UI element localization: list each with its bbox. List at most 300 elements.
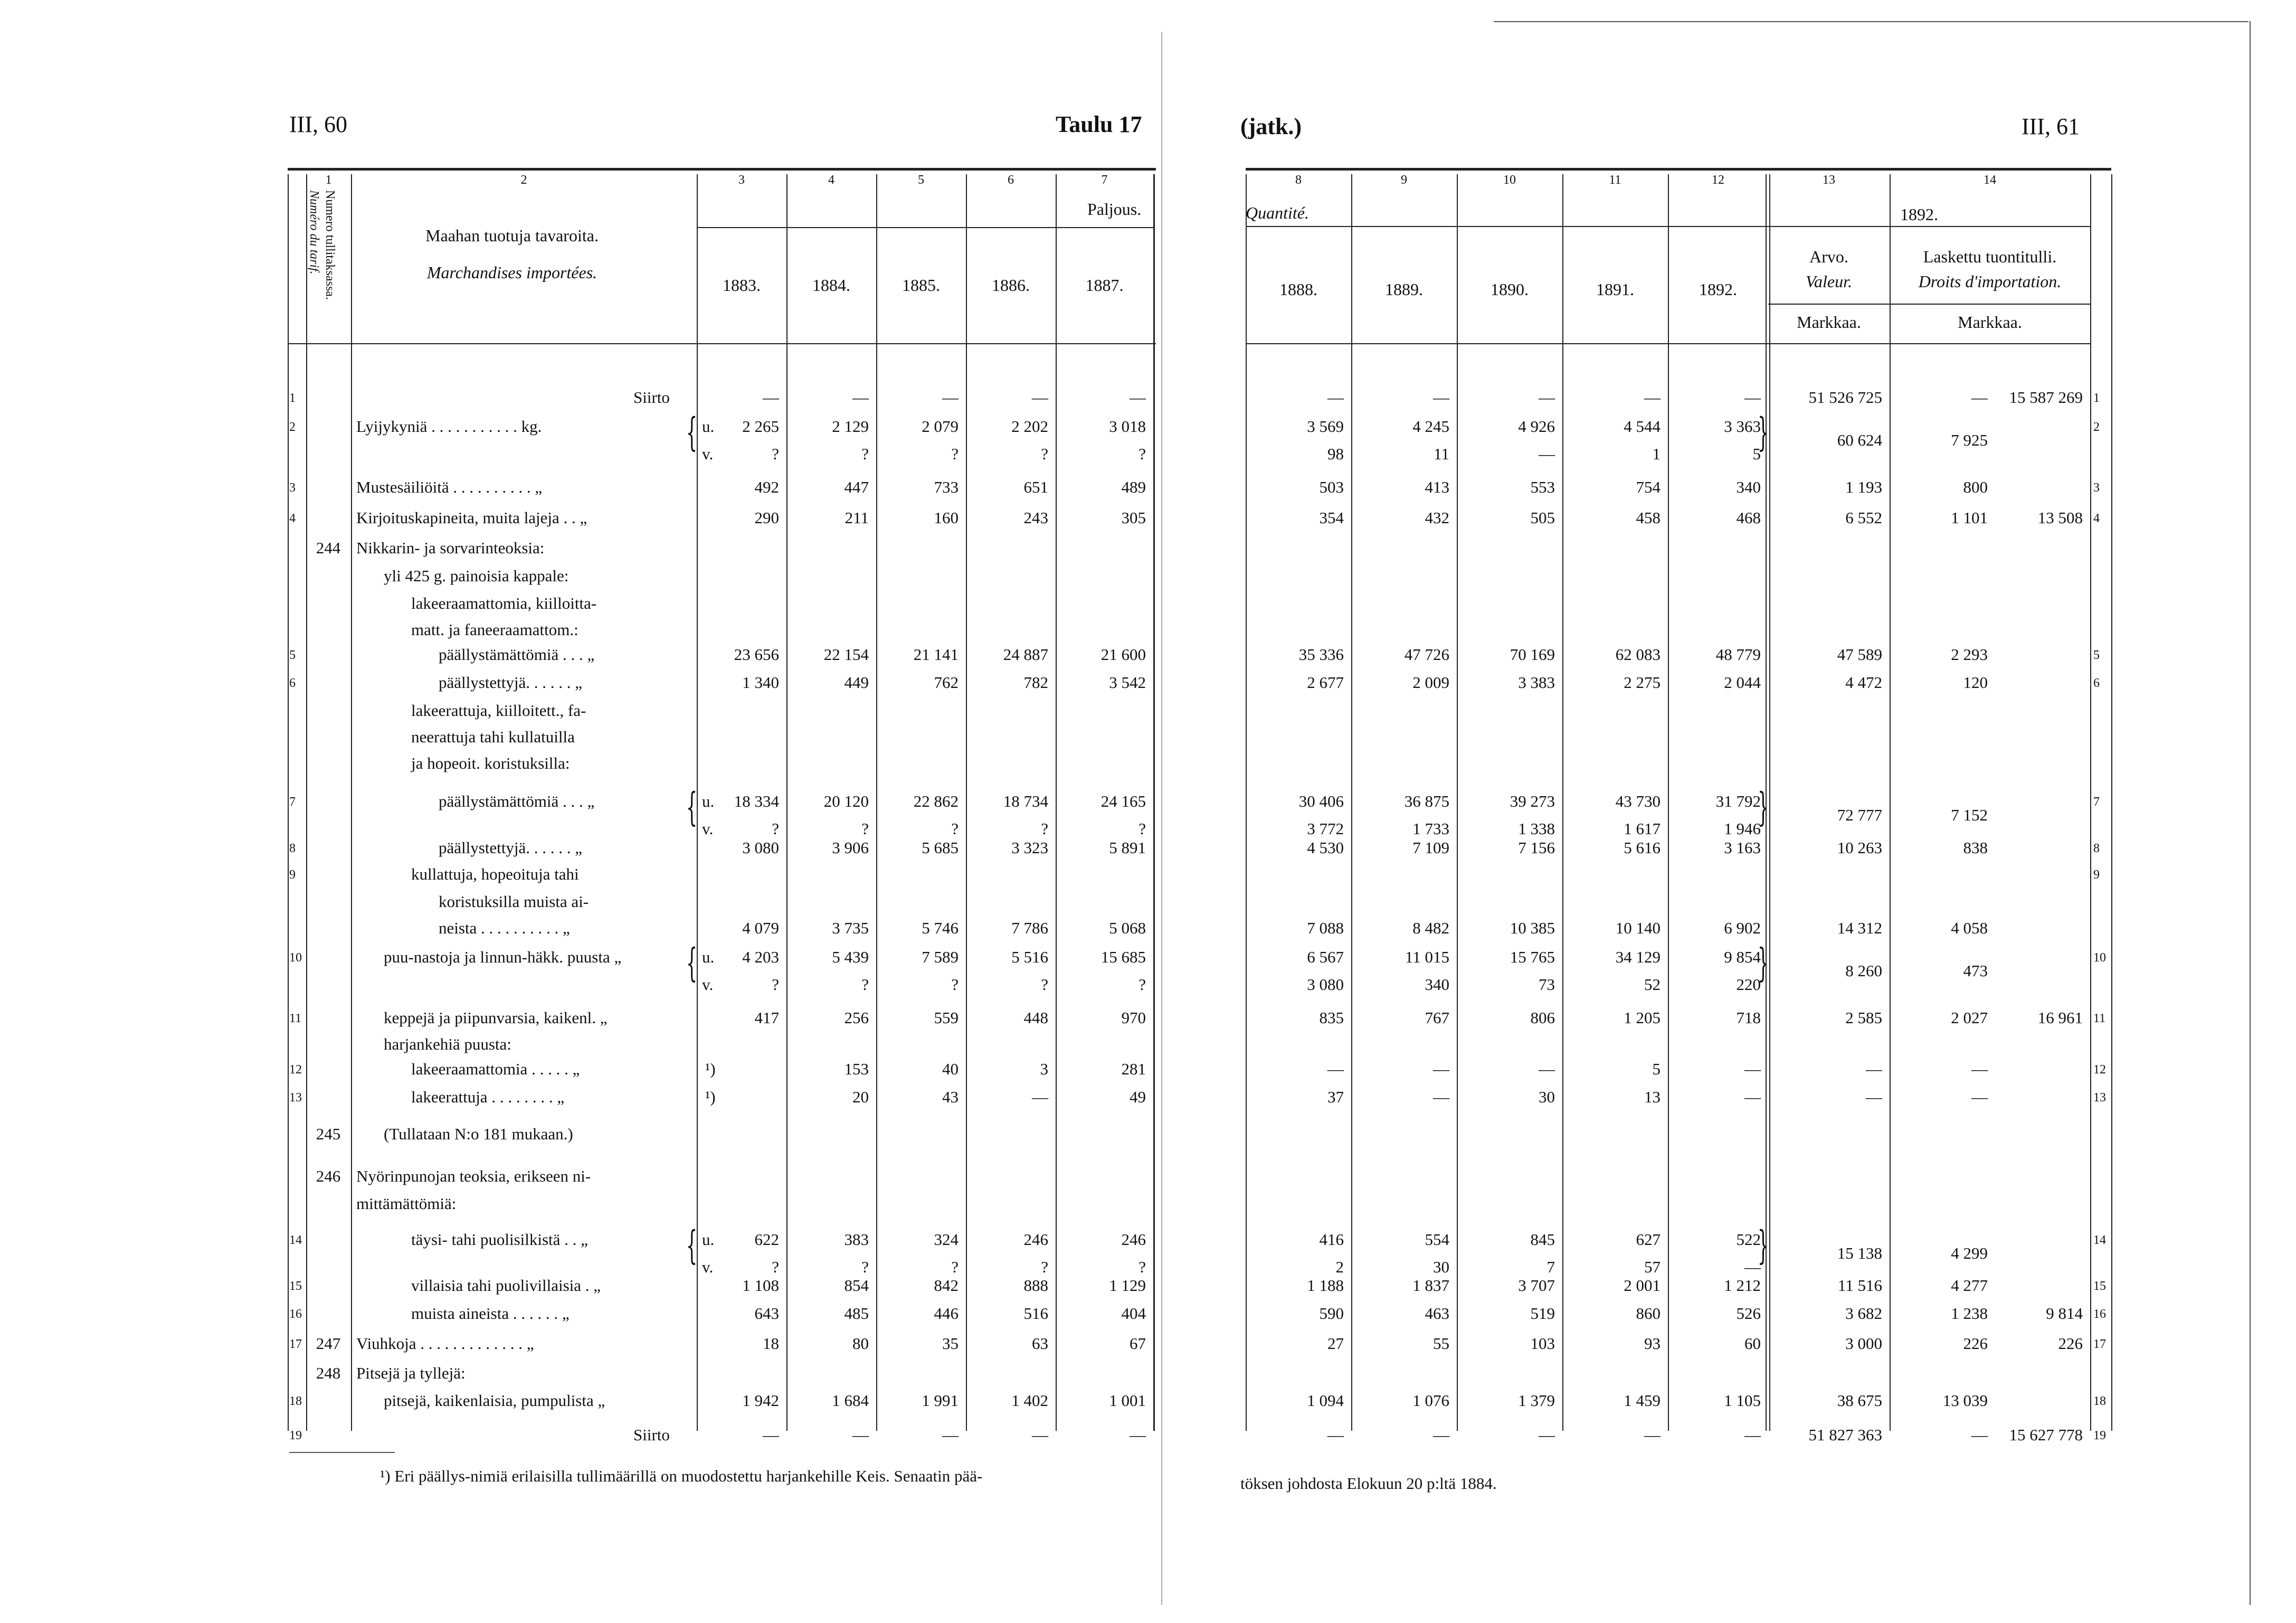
row-number-right: 15 bbox=[2093, 1279, 2106, 1293]
quantity-cell: — bbox=[942, 388, 959, 407]
quantity-cell: 43 bbox=[942, 1088, 959, 1106]
quantity-cell: 8 482 bbox=[1412, 919, 1449, 937]
duty-total-cell: 226 bbox=[2058, 1334, 2083, 1353]
column-rule bbox=[1890, 174, 1891, 1431]
quantity-cell: ? bbox=[951, 445, 959, 463]
quantity-cell: 888 bbox=[1023, 1276, 1048, 1295]
row-number-right: 5 bbox=[2093, 648, 2100, 662]
quantity-cell: 24 165 bbox=[1100, 792, 1146, 810]
quantity-cell: — bbox=[1539, 1426, 1555, 1444]
quantity-cell: 3 383 bbox=[1518, 673, 1555, 692]
quantity-cell: 485 bbox=[844, 1304, 869, 1323]
tariff-number: 244 bbox=[316, 539, 341, 557]
year-header: 1890. bbox=[1491, 280, 1529, 299]
row-number: 15 bbox=[289, 1279, 302, 1293]
item-label: pitsejä, kaikenlaisia, pumpulista „ bbox=[384, 1391, 605, 1410]
item-label: Siirto bbox=[633, 388, 670, 407]
quantity-cell: 860 bbox=[1636, 1304, 1661, 1323]
column-number: 6 bbox=[1008, 173, 1014, 187]
quantity-cell: 80 bbox=[852, 1334, 869, 1353]
value-cell: 3 000 bbox=[1845, 1334, 1882, 1353]
column-number: 5 bbox=[918, 173, 924, 187]
quantity-cell: 39 273 bbox=[1510, 792, 1555, 810]
column-number: 12 bbox=[1712, 173, 1724, 187]
table-rule bbox=[1768, 226, 2090, 227]
duty-total-cell: 13 508 bbox=[2037, 508, 2083, 527]
quantity-cell: 34 129 bbox=[1615, 948, 1661, 966]
quantity-cell: 37 bbox=[1327, 1088, 1344, 1106]
quantity-cell: — bbox=[1539, 388, 1555, 407]
row-number-right: 6 bbox=[2093, 676, 2100, 690]
quantity-cell: 70 169 bbox=[1510, 645, 1555, 664]
year-header: 1888. bbox=[1279, 280, 1317, 299]
quantity-cell: 5 bbox=[1752, 445, 1761, 463]
item-label: Lyijykyniä . . . . . . . . . . . kg. bbox=[356, 417, 542, 436]
footnote-marker: ¹) bbox=[705, 1060, 716, 1078]
quantity-cell: 1 379 bbox=[1518, 1391, 1555, 1410]
quantity-cell: — bbox=[1744, 1258, 1761, 1276]
table-rule bbox=[288, 168, 1156, 171]
quantity-cell: ? bbox=[951, 1258, 959, 1276]
quantity-cell: 489 bbox=[1121, 478, 1146, 496]
duty-cell: — bbox=[1971, 1088, 1988, 1106]
quantity-cell: 246 bbox=[1023, 1230, 1048, 1249]
quantity-cell: 842 bbox=[934, 1276, 959, 1295]
quantity-cell: 3 772 bbox=[1307, 819, 1344, 838]
quantity-cell: 22 862 bbox=[913, 792, 959, 810]
value-cell: 4 472 bbox=[1845, 673, 1882, 692]
quantity-cell: 1 942 bbox=[742, 1391, 779, 1410]
item-label: lakeeraamattomia, kiilloitta- bbox=[411, 594, 597, 612]
footnote-marker: ¹) bbox=[705, 1088, 716, 1106]
quantity-cell: — bbox=[1744, 1088, 1761, 1106]
quantity-cell: 413 bbox=[1425, 478, 1449, 496]
item-label: Nikkarin- ja sorvarinteoksia: bbox=[356, 539, 545, 557]
row-number-right: 17 bbox=[2093, 1337, 2106, 1351]
year-header: 1891. bbox=[1596, 280, 1634, 299]
column-number: 10 bbox=[1503, 173, 1516, 187]
left-page-number: III, 60 bbox=[289, 111, 347, 137]
table-label: Taulu 17 bbox=[1056, 111, 1142, 137]
row-number: 7 bbox=[289, 795, 296, 809]
quantity-cell: 463 bbox=[1425, 1304, 1449, 1323]
column-rule bbox=[1769, 174, 1770, 1431]
duty-cell: 120 bbox=[1963, 673, 1988, 692]
duty-cell: 4 277 bbox=[1951, 1276, 1988, 1295]
quantity-cell: 47 726 bbox=[1404, 645, 1449, 664]
quantity-cell: 505 bbox=[1530, 508, 1555, 527]
quantity-cell: ? bbox=[861, 819, 869, 838]
footnote-left: ¹) Eri päällys-nimiä erilaisilla tullimäärillä on muodostettu harjankehille Keis. Senaatin pää- bbox=[380, 1467, 983, 1485]
quantity-cell: 3 735 bbox=[832, 919, 869, 937]
quantity-cell: — bbox=[1130, 1426, 1146, 1444]
quantity-cell: 5 439 bbox=[832, 948, 869, 966]
quantity-cell: 27 bbox=[1327, 1334, 1344, 1353]
item-label: lakeeraamattomia . . . . . „ bbox=[411, 1060, 580, 1078]
quantity-cell: ? bbox=[1138, 1258, 1146, 1276]
quantity-cell: — bbox=[1744, 1060, 1761, 1078]
quantity-cell: 4 079 bbox=[742, 919, 779, 937]
tariff-number: 245 bbox=[316, 1125, 341, 1143]
table-rule bbox=[1246, 226, 1768, 227]
quantity-cell: 762 bbox=[934, 673, 959, 692]
right-page-number: III, 61 bbox=[2022, 114, 2080, 139]
column-number: 3 bbox=[738, 173, 745, 187]
quantity-cell: ? bbox=[861, 975, 869, 994]
quantity-cell: 432 bbox=[1425, 508, 1449, 527]
column-rule bbox=[351, 174, 352, 1431]
quantity-cell: 1 340 bbox=[742, 673, 779, 692]
quantity-cell: ? bbox=[1041, 1258, 1048, 1276]
duty-cell: — bbox=[1971, 388, 1988, 407]
item-label: neerattuja tahi kullatuilla bbox=[411, 728, 575, 746]
quantity-cell: ? bbox=[772, 445, 779, 463]
quantity-cell: 522 bbox=[1736, 1230, 1761, 1249]
quantity-cell: 835 bbox=[1319, 1008, 1344, 1027]
quantity-cell: 20 bbox=[852, 1088, 869, 1106]
year-header: 1886. bbox=[992, 276, 1030, 295]
column-rule bbox=[2090, 174, 2091, 1431]
item-label: päällystämättömiä . . . „ bbox=[439, 645, 595, 664]
quantity-cell: ? bbox=[772, 975, 779, 994]
quantity-cell: 854 bbox=[844, 1276, 869, 1295]
year-header: 1884. bbox=[812, 276, 850, 295]
quantity-cell: 55 bbox=[1433, 1334, 1449, 1353]
quantity-cell: 4 530 bbox=[1307, 838, 1344, 857]
row-number: 12 bbox=[289, 1063, 302, 1077]
quantity-cell: 7 156 bbox=[1518, 838, 1555, 857]
quantity-cell: 417 bbox=[754, 1008, 779, 1027]
quantity-cell: 5 516 bbox=[1011, 948, 1048, 966]
page-fold bbox=[1161, 32, 1162, 1605]
quantity-cell: — bbox=[1433, 388, 1449, 407]
quantity-cell: ? bbox=[861, 1258, 869, 1276]
quantity-cell: 1 188 bbox=[1307, 1276, 1344, 1295]
quantity-cell: 1 946 bbox=[1724, 819, 1761, 838]
quantity-cell: 5 685 bbox=[922, 838, 959, 857]
quantity-cell: 220 bbox=[1736, 975, 1761, 994]
year-header: 1887. bbox=[1085, 276, 1124, 295]
row-number-right: 4 bbox=[2093, 512, 2100, 525]
quantity-cell: 340 bbox=[1736, 478, 1761, 496]
quantity-cell: 446 bbox=[934, 1304, 959, 1323]
unit-u-label: u. bbox=[702, 417, 715, 436]
value-cell: — bbox=[1866, 1060, 1882, 1078]
quantity-cell: 340 bbox=[1425, 975, 1449, 994]
quantity-cell: 2 129 bbox=[832, 417, 869, 436]
row-number: 16 bbox=[289, 1307, 302, 1321]
quantity-cell: 23 656 bbox=[734, 645, 779, 664]
unit-v-label: v. bbox=[702, 819, 714, 838]
item-label: Pitsejä ja tyllejä: bbox=[356, 1364, 466, 1382]
quantity-cell: 305 bbox=[1121, 508, 1146, 527]
value-header-fr: Valeur. bbox=[1806, 272, 1852, 291]
quantity-cell: 3 080 bbox=[742, 838, 779, 857]
quantity-header-fi: Paljous. bbox=[1087, 200, 1142, 219]
quantity-cell: 806 bbox=[1530, 1008, 1555, 1027]
scan-edge-top bbox=[1494, 21, 2248, 22]
row-number-right: 3 bbox=[2093, 481, 2100, 495]
quantity-cell: 7 109 bbox=[1412, 838, 1449, 857]
duty-cell: 226 bbox=[1963, 1334, 1988, 1353]
quantity-cell: 6 567 bbox=[1307, 948, 1344, 966]
duty-cell: 13 039 bbox=[1942, 1391, 1988, 1410]
item-label: harjankehiä puusta: bbox=[384, 1035, 511, 1053]
quantity-cell: 383 bbox=[844, 1230, 869, 1249]
quantity-cell: 718 bbox=[1736, 1008, 1761, 1027]
duty-cell: 1 238 bbox=[1951, 1304, 1988, 1323]
quantity-cell: 1 459 bbox=[1624, 1391, 1661, 1410]
quantity-cell: 211 bbox=[845, 508, 869, 527]
quantity-cell: 553 bbox=[1530, 478, 1555, 496]
quantity-cell: 7 589 bbox=[922, 948, 959, 966]
quantity-cell: 15 765 bbox=[1510, 948, 1555, 966]
quantity-cell: 36 875 bbox=[1404, 792, 1449, 810]
value-cell: — bbox=[1866, 1088, 1882, 1106]
value-cell: 14 312 bbox=[1837, 919, 1882, 937]
item-label: lakeerattuja, kiilloitett., fa- bbox=[411, 701, 586, 720]
quantity-cell: 5 bbox=[1652, 1060, 1661, 1078]
quantity-cell: 57 bbox=[1644, 1258, 1661, 1276]
value-cell: 1 193 bbox=[1845, 478, 1882, 496]
quantity-cell: — bbox=[1644, 1426, 1661, 1444]
column-rule bbox=[306, 174, 307, 1431]
quantity-cell: ? bbox=[772, 819, 779, 838]
brace-icon: { bbox=[686, 410, 698, 455]
tariff-number: 246 bbox=[316, 1167, 341, 1185]
row-number-right: 12 bbox=[2093, 1063, 2106, 1077]
value-cell: 11 516 bbox=[1837, 1276, 1882, 1295]
row-number: 10 bbox=[289, 951, 302, 965]
quantity-cell: 1 837 bbox=[1412, 1276, 1449, 1295]
quantity-cell: 503 bbox=[1319, 478, 1344, 496]
quantity-cell: 1 105 bbox=[1724, 1391, 1761, 1410]
item-label: muista aineista . . . . . . „ bbox=[411, 1304, 570, 1323]
item-label: päällystettyjä. . . . . . „ bbox=[439, 838, 583, 857]
item-label: päällystettyjä. . . . . . „ bbox=[439, 673, 583, 692]
quantity-cell: ? bbox=[1041, 819, 1048, 838]
quantity-cell: 3 018 bbox=[1109, 417, 1146, 436]
footnote-right: töksen johdosta Elokuun 20 p:ltä 1884. bbox=[1240, 1474, 1497, 1493]
quantity-cell: — bbox=[1744, 388, 1761, 407]
brace-icon: { bbox=[686, 1223, 698, 1268]
value-cell: 38 675 bbox=[1837, 1391, 1882, 1410]
quantity-cell: 2 bbox=[1335, 1258, 1344, 1276]
tariff-number: 247 bbox=[316, 1334, 341, 1353]
quantity-cell: 2 001 bbox=[1624, 1276, 1661, 1295]
item-label: päällystämättömiä . . . „ bbox=[439, 792, 595, 810]
quantity-cell: — bbox=[1130, 388, 1146, 407]
quantity-cell: 554 bbox=[1425, 1230, 1449, 1249]
column-number: 9 bbox=[1401, 173, 1407, 187]
quantity-cell: 3 707 bbox=[1518, 1276, 1555, 1295]
quantity-cell: 21 600 bbox=[1100, 645, 1146, 664]
quantity-cell: 5 891 bbox=[1109, 838, 1146, 857]
quantity-cell: 1 991 bbox=[922, 1391, 959, 1410]
quantity-cell: 11 015 bbox=[1405, 948, 1449, 966]
brace-icon: } bbox=[1758, 940, 1769, 986]
quantity-cell: 590 bbox=[1319, 1304, 1344, 1323]
quantity-cell: 767 bbox=[1425, 1008, 1449, 1027]
quantity-cell: — bbox=[1433, 1088, 1449, 1106]
quantity-cell: 63 bbox=[1032, 1334, 1048, 1353]
row-number-right: 7 bbox=[2093, 795, 2100, 809]
quantity-cell: 15 685 bbox=[1100, 948, 1146, 966]
quantity-cell: 970 bbox=[1121, 1008, 1146, 1027]
quantity-cell: — bbox=[1539, 1060, 1555, 1078]
quantity-cell: 18 bbox=[763, 1334, 779, 1353]
row-number: 9 bbox=[289, 868, 296, 882]
column-number: 8 bbox=[1295, 173, 1302, 187]
quantity-cell: 1 212 bbox=[1724, 1276, 1761, 1295]
quantity-cell: 7 786 bbox=[1011, 919, 1048, 937]
year-header: 1889. bbox=[1385, 280, 1423, 299]
column-number: 14 bbox=[1984, 173, 1996, 187]
quantity-cell: 160 bbox=[934, 508, 959, 527]
quantity-cell: 2 044 bbox=[1724, 673, 1761, 692]
item-label: puu-nastoja ja linnun-häkk. puusta „ bbox=[384, 948, 622, 966]
quantity-cell: ? bbox=[772, 1258, 779, 1276]
duty-cell: 7 152 bbox=[1951, 806, 1988, 824]
quantity-cell: 416 bbox=[1319, 1230, 1344, 1249]
quantity-cell: 20 120 bbox=[823, 792, 869, 810]
column-number: 1 bbox=[325, 173, 332, 187]
unit-u-label: u. bbox=[702, 792, 715, 810]
row-number-right: 2 bbox=[2093, 420, 2100, 434]
value-cell: 60 624 bbox=[1837, 431, 1882, 449]
quantity-cell: 31 792 bbox=[1715, 792, 1761, 810]
duty-total-cell: 15 627 778 bbox=[2009, 1426, 2083, 1444]
duty-header-fr: Droits d'importation. bbox=[1918, 272, 2062, 291]
quantity-cell: 52 bbox=[1644, 975, 1661, 994]
table-rule bbox=[1768, 304, 2090, 305]
quantity-cell: 622 bbox=[754, 1230, 779, 1249]
quantity-cell: 1 129 bbox=[1109, 1276, 1146, 1295]
duty-cell: 1 101 bbox=[1951, 508, 1988, 527]
tariff-header-fi: Numero tullitaksassa. bbox=[323, 190, 337, 300]
quantity-cell: — bbox=[1433, 1060, 1449, 1078]
brace-icon: { bbox=[686, 940, 698, 986]
quantity-cell: 9 854 bbox=[1724, 948, 1761, 966]
quantity-cell: — bbox=[1032, 1426, 1048, 1444]
year-header: 1885. bbox=[902, 276, 940, 295]
brace-icon: } bbox=[1758, 410, 1769, 455]
scan-edge-right bbox=[2250, 21, 2251, 1605]
column-number: 4 bbox=[828, 173, 834, 187]
quantity-cell: 4 245 bbox=[1412, 417, 1449, 436]
quantity-cell: 3 323 bbox=[1011, 838, 1048, 857]
goods-header-fr: Marchandises importées. bbox=[426, 263, 597, 282]
quantity-cell: 754 bbox=[1636, 478, 1661, 496]
table-rule bbox=[1246, 168, 2111, 171]
duty-cell: 473 bbox=[1963, 961, 1988, 980]
row-number: 1 bbox=[289, 391, 296, 405]
year-header: 1892. bbox=[1699, 280, 1737, 299]
column-rule bbox=[2111, 174, 2112, 1431]
value-cell: 2 585 bbox=[1845, 1008, 1882, 1027]
duty-cell: 4 299 bbox=[1951, 1244, 1988, 1262]
quantity-cell: — bbox=[852, 1426, 869, 1444]
quantity-cell: ? bbox=[951, 819, 959, 838]
item-label: keppejä ja piipunvarsia, kaikenl. „ bbox=[384, 1008, 608, 1027]
quantity-cell: ? bbox=[1041, 975, 1048, 994]
continued-label: (jatk.) bbox=[1240, 114, 1302, 139]
row-number: 5 bbox=[289, 648, 296, 662]
quantity-cell: 256 bbox=[844, 1008, 869, 1027]
quantity-cell: 3 569 bbox=[1307, 417, 1344, 436]
quantity-cell: 782 bbox=[1023, 673, 1048, 692]
quantity-cell: 7 088 bbox=[1307, 919, 1344, 937]
year-header: 1883. bbox=[723, 276, 761, 295]
quantity-cell: 5 068 bbox=[1109, 919, 1146, 937]
quantity-cell: — bbox=[763, 388, 779, 407]
unit-v-label: v. bbox=[702, 975, 714, 994]
quantity-cell: — bbox=[942, 1426, 959, 1444]
quantity-cell: 73 bbox=[1539, 975, 1555, 994]
quantity-cell: 30 bbox=[1433, 1258, 1449, 1276]
quantity-cell: — bbox=[1327, 1426, 1344, 1444]
column-number: 7 bbox=[1101, 173, 1108, 187]
value-cell: 51 827 363 bbox=[1808, 1426, 1882, 1444]
quantity-cell: 3 080 bbox=[1307, 975, 1344, 994]
duty-cell: 4 058 bbox=[1951, 919, 1988, 937]
value-unit: Markkaa. bbox=[1797, 313, 1861, 332]
unit-v-label: v. bbox=[702, 445, 714, 463]
quantity-cell: 62 083 bbox=[1615, 645, 1661, 664]
quantity-cell: 3 906 bbox=[832, 838, 869, 857]
row-number-right: 18 bbox=[2093, 1394, 2106, 1408]
quantity-cell: 324 bbox=[934, 1230, 959, 1249]
quantity-cell: 30 406 bbox=[1298, 792, 1344, 810]
quantity-cell: 243 bbox=[1023, 508, 1048, 527]
quantity-cell: — bbox=[1644, 388, 1661, 407]
duty-cell: 800 bbox=[1963, 478, 1988, 496]
quantity-cell: ? bbox=[861, 445, 869, 463]
row-number: 2 bbox=[289, 420, 296, 434]
quantity-cell: 492 bbox=[754, 478, 779, 496]
quantity-cell: — bbox=[1744, 1426, 1761, 1444]
table-rule bbox=[288, 343, 1156, 344]
quantity-cell: 6 902 bbox=[1724, 919, 1761, 937]
column-rule bbox=[1153, 174, 1155, 1431]
quantity-cell: 290 bbox=[754, 508, 779, 527]
quantity-cell: 5 746 bbox=[922, 919, 959, 937]
quantity-cell: — bbox=[852, 388, 869, 407]
quantity-cell: 246 bbox=[1121, 1230, 1146, 1249]
quantity-cell: 49 bbox=[1130, 1088, 1146, 1106]
unit-u-label: u. bbox=[702, 948, 715, 966]
quantity-cell: 404 bbox=[1121, 1304, 1146, 1323]
row-number: 13 bbox=[289, 1091, 302, 1105]
value-cell: 51 526 725 bbox=[1808, 388, 1882, 407]
row-number: 3 bbox=[289, 481, 296, 495]
row-number-right: 10 bbox=[2093, 951, 2106, 965]
item-label: villaisia tahi puolivillaisia . „ bbox=[411, 1276, 601, 1295]
quantity-cell: ? bbox=[951, 975, 959, 994]
quantity-cell: 13 bbox=[1644, 1088, 1661, 1106]
quantity-cell: 1 733 bbox=[1412, 819, 1449, 838]
row-number-right: 1 bbox=[2093, 391, 2100, 405]
duty-cell: — bbox=[1971, 1060, 1988, 1078]
quantity-cell: 519 bbox=[1530, 1304, 1555, 1323]
quantity-cell: 3 163 bbox=[1724, 838, 1761, 857]
item-label: Viuhkoja . . . . . . . . . . . . . „ bbox=[356, 1334, 534, 1353]
item-label: neista . . . . . . . . . . „ bbox=[439, 919, 570, 937]
table-rule bbox=[697, 227, 1153, 228]
value-cell: 8 260 bbox=[1845, 961, 1882, 980]
row-number: 14 bbox=[289, 1233, 302, 1247]
quantity-cell: 18 734 bbox=[1003, 792, 1048, 810]
